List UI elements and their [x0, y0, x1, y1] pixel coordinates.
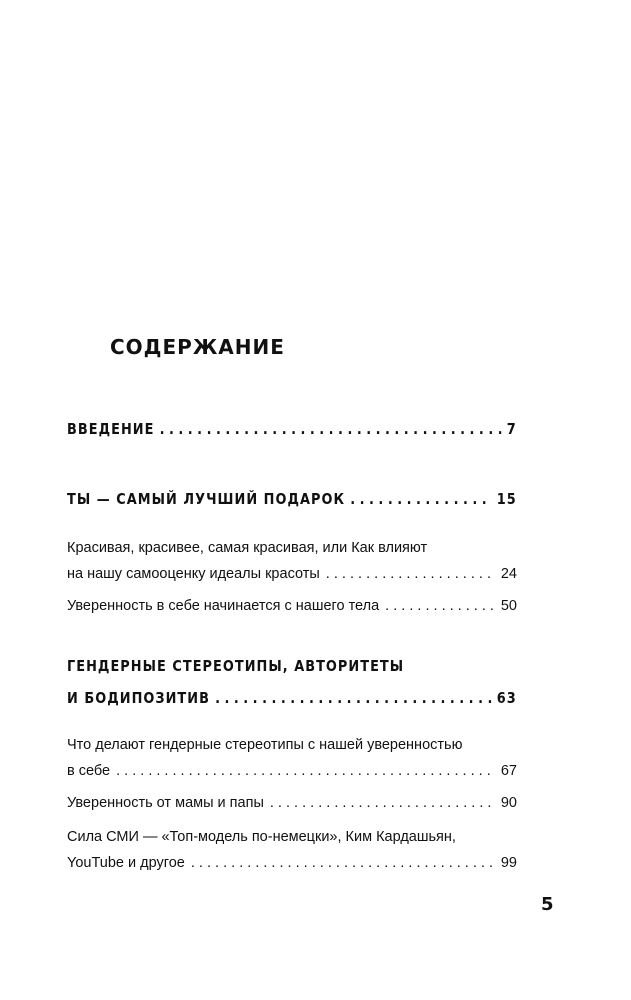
dot-leader: [350, 483, 491, 515]
section-title-line1: Красивая, красивее, самая красивая, или Как влияют: [67, 540, 428, 556]
page-folio: 5: [541, 894, 554, 915]
section-page-number: 90: [500, 795, 517, 811]
section-title-line2: на нашу самооценку идеалы красоты: [67, 566, 320, 582]
toc-section-parents: [67, 790, 517, 816]
section-page-number: 67: [500, 763, 517, 779]
toc-section-body-confidence: [67, 593, 517, 619]
section-title-line2: в себе: [67, 763, 111, 779]
dot-leader: [191, 850, 495, 876]
chapter-title-line2: И БОДИПОЗИТИВ: [67, 689, 210, 707]
chapter-title-line1: ГЕНДЕРНЫЕ СТЕРЕОТИПЫ, АВТОРИТЕТЫ: [67, 657, 405, 675]
chapter-page-number: 15: [496, 490, 517, 508]
dot-leader: [116, 758, 495, 784]
chapter-title: ВВЕДЕНИЕ: [67, 420, 155, 438]
section-title-line1: Сила СМИ — «Топ-модель по-немецки», Ким Кардашьян,: [67, 829, 456, 845]
section-title-line2: YouTube и другое: [67, 855, 185, 871]
section-title-line1: Что делают гендерные стереотипы с нашей уверенностью: [67, 737, 463, 753]
toc-section-beauty-ideals: [67, 535, 517, 587]
toc-chapter-gender-stereotypes: [67, 650, 517, 714]
dot-leader: [326, 561, 495, 587]
chapter-page-number: 7: [506, 420, 517, 438]
chapter-title: ТЫ — САМЫЙ ЛУЧШИЙ ПОДАРОК: [67, 490, 346, 508]
section-title: Уверенность от мамы и папы: [67, 795, 264, 811]
toc-chapter-introduction: [67, 413, 517, 445]
section-page-number: 99: [500, 855, 517, 871]
toc-section-stereotypes-confidence: [67, 732, 517, 784]
section-page-number: 24: [500, 566, 517, 582]
toc-title: СОДЕРЖАНИЕ: [110, 335, 285, 359]
dot-leader: [270, 790, 495, 816]
section-title: Уверенность в себе начинается с нашего тела: [67, 598, 380, 614]
toc-section-media: [67, 824, 517, 876]
toc-chapter-best-gift: [67, 483, 517, 515]
chapter-page-number: 63: [496, 689, 517, 707]
dot-leader: [385, 593, 495, 619]
section-page-number: 50: [500, 598, 517, 614]
dot-leader: [160, 413, 502, 445]
dot-leader: [215, 682, 491, 714]
